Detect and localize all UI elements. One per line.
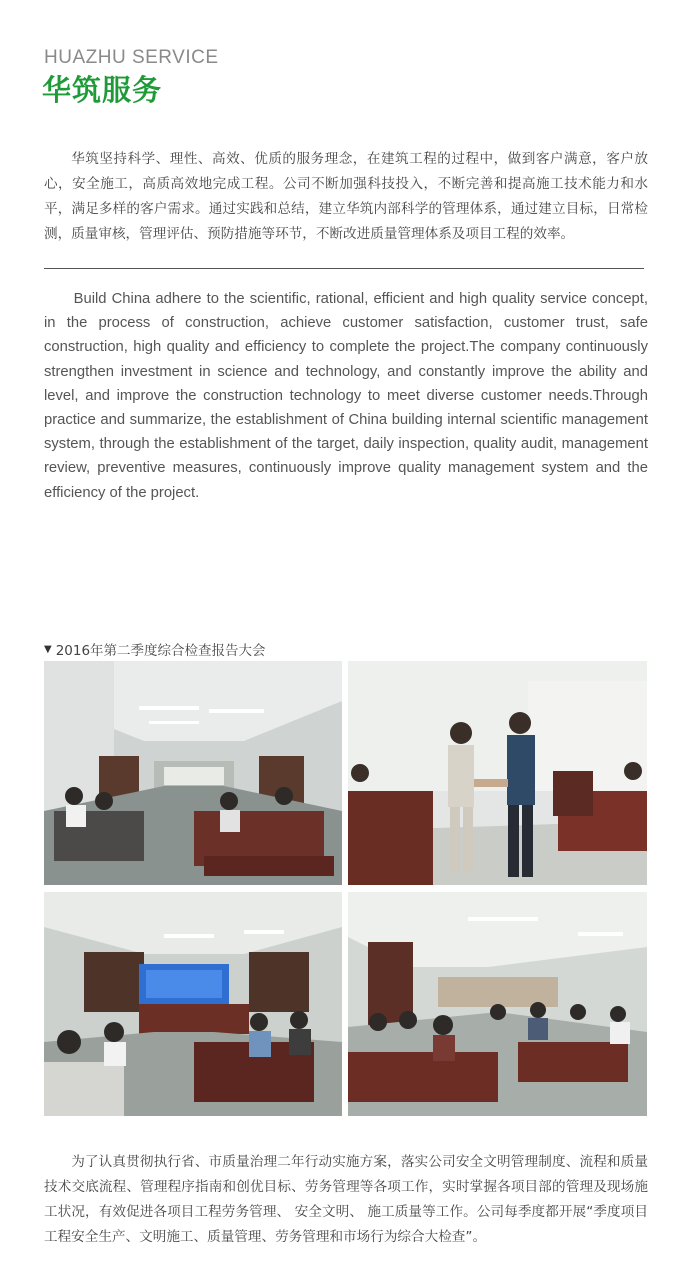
section-title: 华筑服务 (42, 73, 163, 107)
photo-presentation-screen (44, 892, 342, 1116)
caret-down-icon: ▼ (44, 643, 52, 655)
intro-paragraph-english: Build China adhere to the scientific, rational, efficient and high quality service concept, in the process of construction, achieve customer satisfaction, customer trust, safe construction, high quality and efficiency to complete the project.The company continuously strengthen investment in science and technology, and constantly improve the ability and level, and improve the construction technology to meet diverse customer needs.Through practice and summarize, the establishment of China building internal scientific management system, through the establishment of the target, daily inspection, quality audit, management review, preventive measures, continuously improve quality management system and the efficiency of the project. (44, 291, 648, 501)
photo-meeting-room-wide-image (44, 661, 342, 885)
photo-presentation-screen-image (44, 892, 342, 1116)
section-eyebrow: HUAZHU SERVICE (44, 47, 219, 68)
intro-paragraph-chinese: 华筑坚持科学、理性、高效、优质的服务理念，在建筑工程的过程中，做到客户满意，客户放心，安全施工，高质高效地完成工程。公司不断加强科技投入，不断完善和提高施工技术能力和水平，满足多样的客户需求。通过实践和总结，建立华筑内部科学的管理体系，通过建立目标，日常检测，质量审核，管理评估、预防措施等环节，不断改进质量管理体系及项目工程的效率。 (44, 151, 648, 242)
photo-meeting-room-wide (44, 661, 342, 885)
gallery-caption (44, 639, 266, 659)
gallery-caption-text: 2016年第二季度综合检查报告大会 (55, 643, 266, 659)
photo-meeting-hall-side-image (348, 892, 647, 1116)
photo-handshake (348, 661, 647, 885)
photo-meeting-hall-side (348, 892, 647, 1116)
photo-handshake-image (348, 661, 647, 885)
closing-paragraph-chinese: 为了认真贯彻执行省、市质量治理二年行动实施方案，落实公司安全文明管理制度、流程和质量技术交底流程、管理程序指南和创优目标、劳务管理等各项工作，实时掌握各项目部的管理及现场施工状况，有效促进各项目工程劳务管理、 安全文明、 施工质量等工作。公司每季度都开展“季度项目工程安全生产、文明施工、质量管理、劳务管理和市场行为综合大检查”。 (44, 1154, 648, 1245)
divider (44, 268, 644, 269)
